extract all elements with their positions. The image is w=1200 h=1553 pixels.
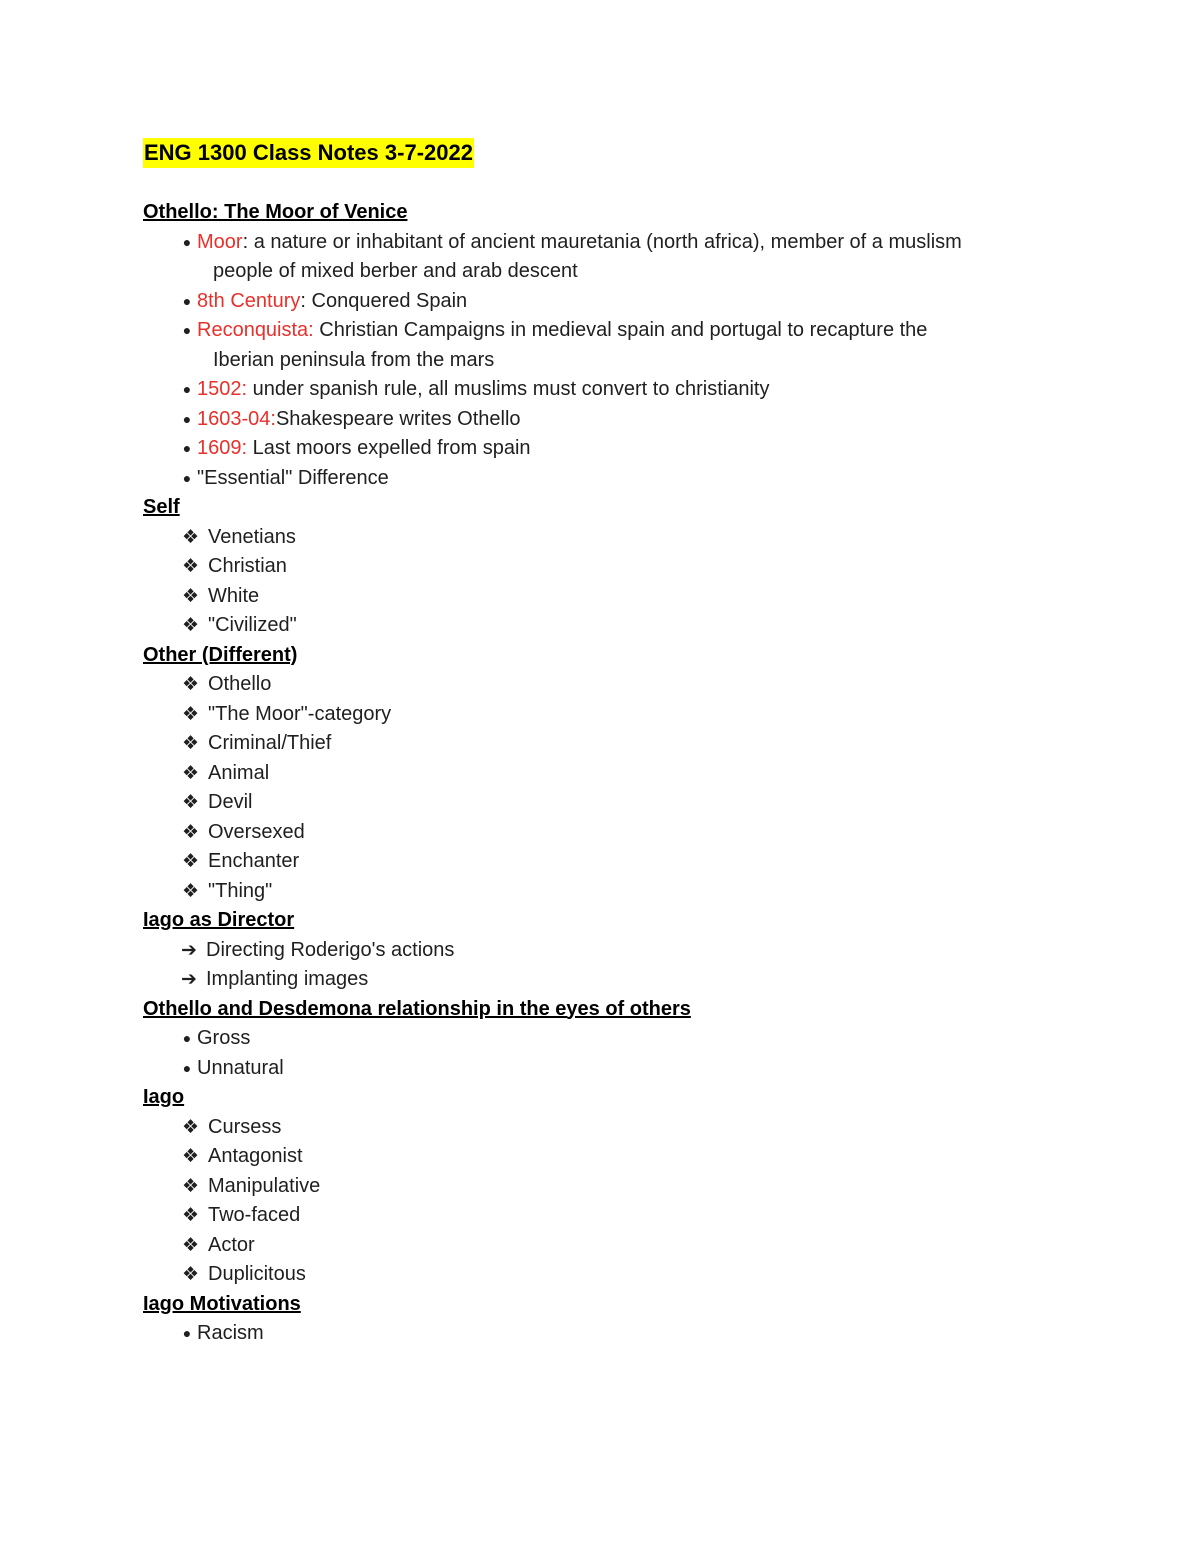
item-text-continued: people of mixed berber and arab descent	[213, 260, 578, 282]
item-text: Two-faced	[208, 1204, 301, 1226]
item-text: Venetians	[208, 525, 296, 548]
bullet-icon: ●	[182, 440, 192, 456]
section-heading-self: Self	[143, 496, 180, 518]
list-item	[143, 523, 1143, 553]
term-label: 1603-04:	[197, 407, 276, 430]
diamond-icon: ❖	[182, 762, 200, 784]
term-label: Reconquista:	[197, 319, 314, 341]
term-label: 8th Century	[197, 289, 301, 312]
diamond-icon: ❖	[182, 1264, 200, 1285]
section-heading-iago-director: Iago as Director	[143, 909, 295, 931]
diamond-icon: ❖	[182, 556, 200, 577]
list-self	[143, 523, 1143, 641]
list-item	[143, 818, 1143, 848]
item-text: "Civilized"	[208, 614, 297, 636]
section-heading-iago: Iago	[143, 1086, 185, 1108]
diamond-icon: ❖	[182, 1234, 200, 1256]
list-item	[143, 464, 1027, 494]
item-text: "The Moor"-category	[208, 702, 392, 725]
bullet-icon: ●	[182, 292, 192, 309]
item-text: Gross	[197, 1027, 251, 1049]
list-item	[143, 1201, 1143, 1231]
item-text: Unnatural	[197, 1056, 284, 1079]
item-text: Devil	[208, 791, 253, 813]
item-text: "Essential" Difference	[197, 466, 389, 489]
item-text: Shakespeare writes Othello	[275, 407, 521, 430]
bullet-icon: ●	[182, 1325, 192, 1341]
list-iago-director	[143, 936, 1143, 995]
list-item	[143, 965, 1143, 995]
item-text: Othello	[208, 673, 272, 695]
item-text-continued: Iberian peninsula from the mars	[213, 348, 495, 371]
bullet-icon: ●	[182, 1059, 192, 1076]
list-iago	[143, 1113, 1143, 1290]
item-text: : a nature or inhabitant of ancient mauretania (north africa), member of a muslism	[242, 230, 962, 253]
item-text: Manipulative	[208, 1174, 321, 1197]
list-item	[143, 316, 1027, 375]
diamond-icon: ❖	[182, 821, 200, 843]
item-text: Christian	[208, 555, 287, 577]
list-item	[143, 1024, 1027, 1054]
bullet-icon: ●	[182, 233, 192, 250]
term-label: 1502:	[197, 378, 248, 400]
item-text: Animal	[208, 761, 270, 784]
item-text: Cursess	[208, 1115, 282, 1138]
diamond-icon: ❖	[182, 585, 200, 607]
section-heading-othello: Othello: The Moor of Venice	[143, 201, 408, 223]
list-item	[143, 582, 1143, 612]
diamond-icon: ❖	[182, 703, 200, 725]
list-item	[143, 670, 1143, 700]
diamond-icon: ❖	[182, 1146, 200, 1167]
diamond-icon: ❖	[182, 1116, 200, 1138]
item-text: : Conquered Spain	[300, 289, 468, 312]
item-text: under spanish rule, all muslims must convert to christianity	[247, 378, 770, 400]
diamond-icon: ❖	[182, 1205, 200, 1226]
list-item	[143, 375, 1027, 405]
diamond-icon: ❖	[182, 1175, 200, 1197]
list-item	[143, 1113, 1143, 1143]
list-item	[143, 936, 1143, 966]
list-item	[143, 552, 1143, 582]
diamond-icon: ❖	[182, 526, 200, 548]
arrow-right-icon: ➔	[181, 939, 197, 961]
bullet-icon: ●	[182, 469, 192, 486]
section-heading-iago-motivations: Iago Motivations	[143, 1292, 301, 1315]
item-text: White	[208, 584, 260, 607]
list-item	[143, 788, 1143, 818]
list-item	[143, 1054, 1027, 1084]
item-text: Oversexed	[208, 820, 305, 843]
term-label: Moor	[197, 230, 243, 253]
section-heading-relationship: Othello and Desdemona relationship in the eyes of others	[143, 997, 691, 1020]
item-text: "Thing"	[208, 879, 273, 902]
item-text: Last moors expelled from spain	[247, 437, 531, 459]
list-item	[143, 434, 1027, 464]
item-text: Antagonist	[208, 1145, 303, 1167]
list-item	[143, 287, 1027, 317]
list-other	[143, 670, 1143, 906]
list-item	[143, 759, 1143, 789]
bullet-icon: ●	[182, 410, 192, 427]
list-item	[143, 1319, 1027, 1349]
item-text: Enchanter	[208, 850, 300, 872]
item-text: Actor	[208, 1233, 255, 1256]
item-text: Criminal/Thief	[208, 732, 332, 754]
item-text: Implanting images	[206, 968, 369, 990]
list-item	[143, 729, 1143, 759]
document-page	[143, 138, 1143, 1349]
diamond-icon: ❖	[182, 792, 200, 813]
document-title: ENG 1300 Class Notes 3-7-2022	[143, 138, 474, 168]
list-item	[143, 1142, 1143, 1172]
list-iago-motivations	[143, 1319, 1143, 1349]
list-item	[143, 1172, 1143, 1202]
list-item	[143, 611, 1143, 641]
list-item	[143, 1231, 1143, 1261]
arrow-right-icon: ➔	[181, 969, 197, 990]
list-item	[143, 1260, 1143, 1290]
item-text: Directing Roderigo's actions	[206, 938, 455, 961]
list-item	[143, 405, 1027, 435]
list-relationship	[143, 1024, 1143, 1083]
bullet-icon: ●	[182, 381, 192, 397]
diamond-icon: ❖	[182, 880, 200, 902]
diamond-icon: ❖	[182, 851, 200, 872]
list-othello	[143, 228, 1143, 494]
section-heading-other: Other (Different)	[143, 643, 298, 666]
diamond-icon: ❖	[182, 615, 200, 636]
item-text: Duplicitous	[208, 1263, 306, 1285]
list-item	[143, 847, 1143, 877]
bullet-icon: ●	[182, 322, 192, 338]
diamond-icon: ❖	[182, 674, 200, 695]
list-item	[143, 877, 1143, 907]
term-label: 1609:	[197, 437, 248, 459]
item-text: Christian Campaigns in medieval spain and portugal to recapture the	[313, 319, 928, 341]
diamond-icon: ❖	[182, 733, 200, 754]
list-item	[143, 228, 1027, 287]
item-text: Racism	[197, 1322, 264, 1344]
bullet-icon: ●	[182, 1030, 192, 1046]
list-item	[143, 700, 1143, 730]
